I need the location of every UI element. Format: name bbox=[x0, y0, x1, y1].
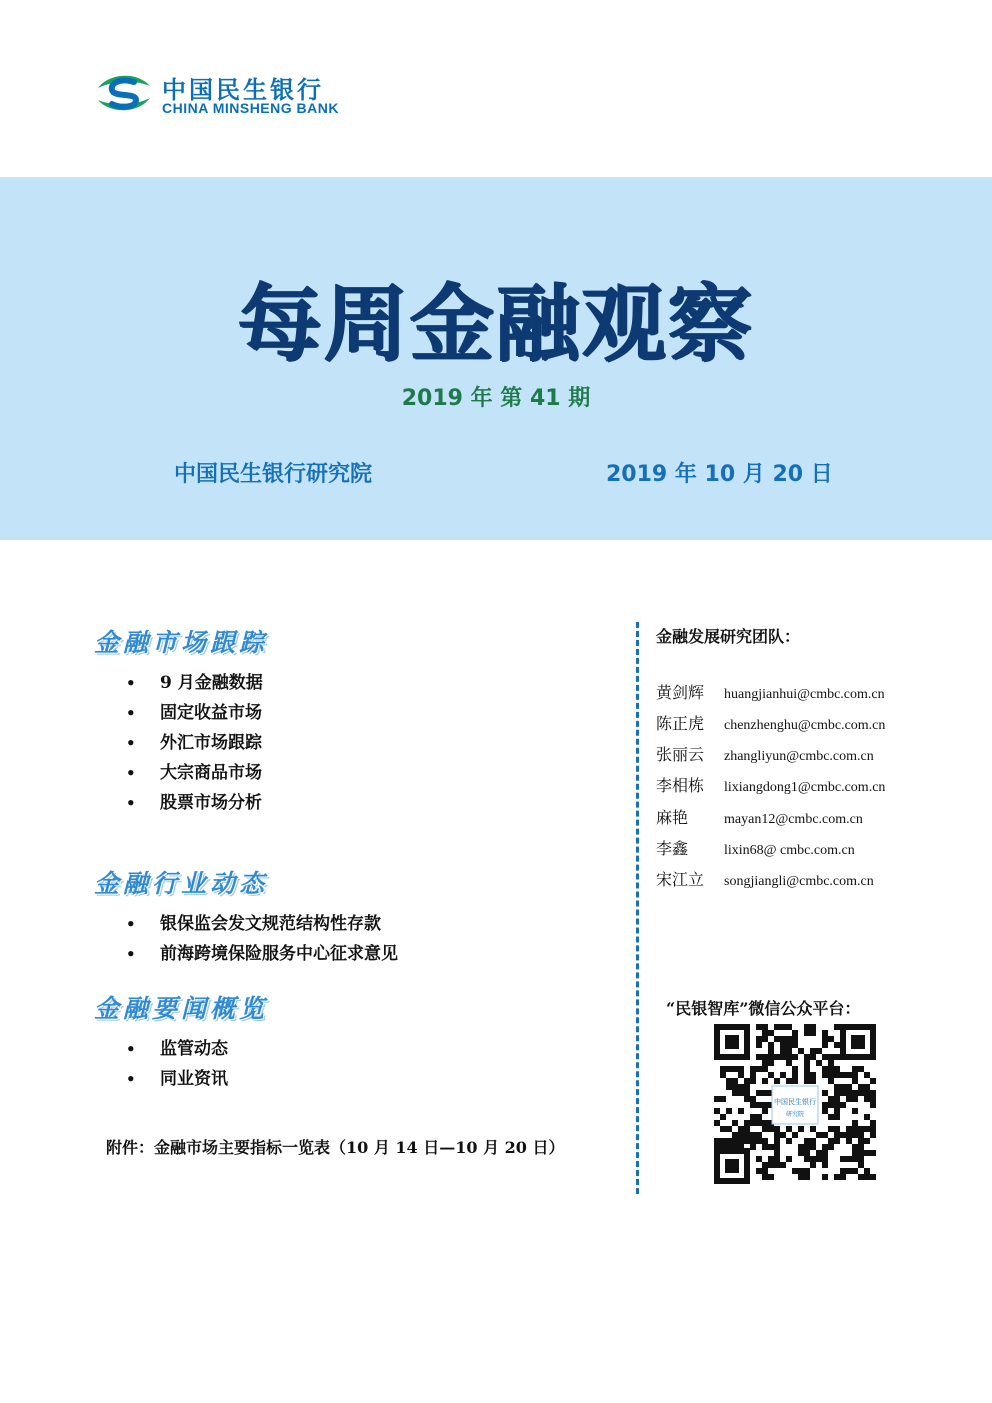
report-title: 每周金融观察 bbox=[237, 275, 754, 373]
list-item: • 股票市场分析 bbox=[126, 788, 263, 818]
bullet-icon: • bbox=[126, 1070, 136, 1088]
team-title: 金融发展研究团队： bbox=[656, 627, 801, 646]
team-member: 麻艳 mayan12@cmbc.com.cn bbox=[656, 808, 863, 827]
logo-name-cn: 中国民生银行 bbox=[162, 76, 324, 104]
minsheng-logo-icon bbox=[96, 68, 152, 118]
qr-center-subtext: 研究院 bbox=[785, 1111, 805, 1118]
team-member: 张丽云 zhangliyun@cmbc.com.cn bbox=[656, 745, 874, 764]
team-member: 陈正虎 chenzhenghu@cmbc.com.cn bbox=[656, 714, 886, 733]
list-item: • 外汇市场跟踪 bbox=[126, 728, 263, 758]
member-email: mayan12@cmbc.com.cn bbox=[724, 812, 863, 827]
section-list-market-tracking bbox=[126, 668, 263, 818]
dashed-divider bbox=[636, 622, 639, 1194]
section-list-industry-news bbox=[126, 909, 398, 969]
section-heading-market-tracking: 金融市场跟踪 bbox=[94, 628, 269, 657]
bullet-icon: • bbox=[126, 945, 136, 963]
list-item: • 前海跨境保险服务中心征求意见 bbox=[126, 939, 398, 969]
bullet-icon: • bbox=[126, 794, 136, 812]
team-member: 李相栋 lixiangdong1@cmbc.com.cn bbox=[656, 776, 886, 795]
team-member: 宋江立 songjiangli@cmbc.com.cn bbox=[656, 870, 874, 889]
bullet-icon: • bbox=[126, 674, 136, 692]
team-member: 李鑫 lixin68@ cmbc.com.cn bbox=[656, 839, 855, 858]
wechat-qr-code-icon bbox=[714, 1024, 876, 1184]
list-item: • 固定收益市场 bbox=[126, 698, 263, 728]
member-email: lixin68@ cmbc.com.cn bbox=[724, 843, 855, 858]
member-email: huangjianhui@cmbc.com.cn bbox=[724, 687, 885, 702]
bullet-icon: • bbox=[126, 1040, 136, 1058]
report-date: 2019 年 10 月 20 日 bbox=[606, 462, 833, 487]
wechat-label: “民银智库”微信公众平台： bbox=[666, 999, 861, 1018]
list-item: • 9 月金融数据 bbox=[126, 668, 263, 698]
team-member: 黄剑辉 huangjianhui@cmbc.com.cn bbox=[656, 683, 885, 702]
list-item: • 大宗商品市场 bbox=[126, 758, 263, 788]
section-list-news-overview bbox=[126, 1034, 228, 1094]
section-heading-industry-news: 金融行业动态 bbox=[94, 869, 269, 898]
institute-name: 中国民生银行研究院 bbox=[174, 462, 373, 487]
member-email: chenzhenghu@cmbc.com.cn bbox=[724, 718, 886, 733]
bullet-icon: • bbox=[126, 764, 136, 782]
member-email: songjiangli@cmbc.com.cn bbox=[724, 874, 874, 889]
bullet-icon: • bbox=[126, 915, 136, 933]
title-banner bbox=[0, 177, 992, 540]
list-item: • 银保监会发文规范结构性存款 bbox=[126, 909, 398, 939]
bullet-icon: • bbox=[126, 734, 136, 752]
attachment-note: 附件：金融市场主要指标一览表（10 月 14 日—10 月 20 日） bbox=[106, 1138, 565, 1157]
bullet-icon: • bbox=[126, 704, 136, 722]
member-email: zhangliyun@cmbc.com.cn bbox=[724, 749, 874, 764]
member-email: lixiangdong1@cmbc.com.cn bbox=[724, 780, 886, 795]
list-item: • 同业资讯 bbox=[126, 1064, 228, 1094]
section-heading-news-overview: 金融要闻概览 bbox=[94, 994, 269, 1023]
qr-center-text: 中国民生银行 bbox=[774, 1098, 816, 1106]
issue-number: 2019 年 第 41 期 bbox=[401, 386, 591, 411]
bank-logo bbox=[96, 68, 376, 120]
list-item: • 监管动态 bbox=[126, 1034, 228, 1064]
logo-name-en: CHINA MINSHENG BANK bbox=[162, 100, 339, 116]
